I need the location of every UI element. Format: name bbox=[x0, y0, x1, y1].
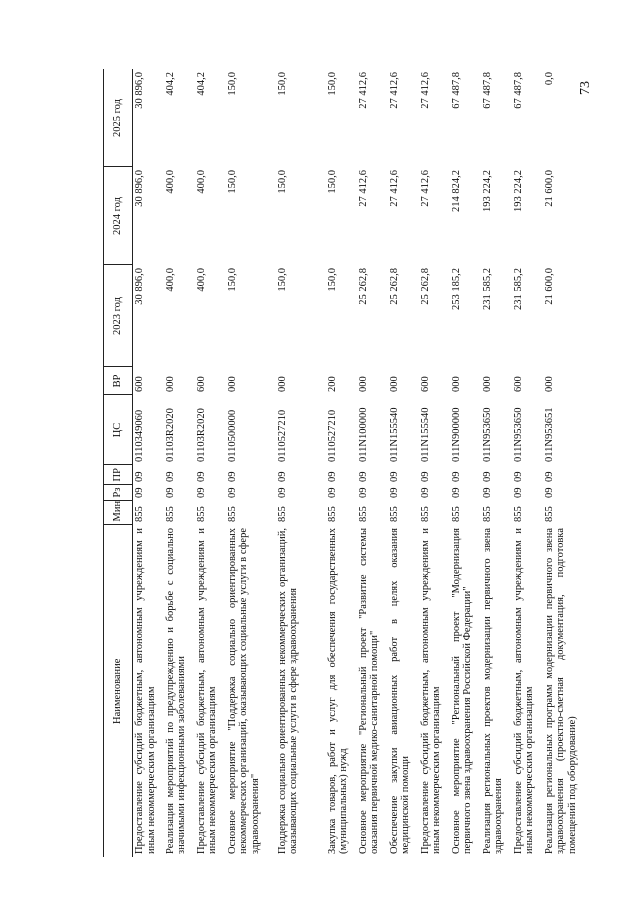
row-name-cell: Основное мероприятие "Поддержка социально ориентированных некоммерческих организаций, оказывающих социальные услуги в сфере здравоохранения" bbox=[226, 528, 261, 854]
row-vr-cell: 000 bbox=[276, 376, 288, 392]
row-cs-cell: 011N953650 bbox=[481, 407, 493, 462]
row-pr-cell: 09 bbox=[388, 471, 400, 482]
table-row bbox=[481, 69, 512, 857]
row-name-cell: Предоставление субсидий бюджетным, автономным учреждениям и иным некоммерческим организациям bbox=[195, 528, 219, 854]
rotated-table-container bbox=[103, 69, 588, 857]
row-2024-cell: 27 412,6 bbox=[419, 170, 431, 207]
row-cs-cell: 011N953650 bbox=[512, 407, 524, 462]
row-vr-cell: 000 bbox=[226, 376, 238, 392]
row-rz-cell: 09 bbox=[543, 487, 555, 498]
row-pr-cell: 09 bbox=[419, 471, 431, 482]
row-min-cell: 855 bbox=[481, 506, 493, 522]
table-row bbox=[450, 69, 481, 857]
row-min-cell: 855 bbox=[195, 506, 207, 522]
row-min-cell: 855 bbox=[512, 506, 524, 522]
table-row bbox=[164, 69, 195, 857]
row-2025-cell: 0,0 bbox=[543, 72, 555, 86]
row-min-cell: 855 bbox=[450, 506, 462, 522]
row-min-cell: 855 bbox=[357, 506, 369, 522]
row-rz-cell: 09 bbox=[276, 487, 288, 498]
row-2025-cell: 150,0 bbox=[326, 72, 338, 96]
row-pr-cell: 09 bbox=[195, 471, 207, 482]
table-row bbox=[357, 69, 388, 857]
row-name-cell: Закупка товаров, работ и услуг для обеспечения государственных (муниципальных) нужд bbox=[326, 528, 350, 854]
row-cs-cell: 011N155540 bbox=[388, 407, 400, 462]
row-2024-cell: 193 224,2 bbox=[481, 170, 493, 212]
row-rz-cell: 09 bbox=[388, 487, 400, 498]
header-min: Мин bbox=[104, 501, 133, 525]
row-min-cell: 855 bbox=[388, 506, 400, 522]
row-vr-cell: 600 bbox=[512, 376, 524, 392]
row-vr-cell: 000 bbox=[388, 376, 400, 392]
row-name-cell: Предоставление субсидий бюджетным, автономным учреждениям и иным некоммерческим организациям bbox=[419, 528, 443, 854]
header-2025: 2025 год bbox=[104, 69, 133, 167]
row-name-cell: Основное мероприятие "Региональный проект "Развитие системы оказания первичной медико-санитарной помощи" bbox=[357, 528, 381, 854]
row-name-cell: Предоставление субсидий бюджетным, автономным учреждениям и иным некоммерческим организациям bbox=[512, 528, 536, 854]
row-rz-cell: 09 bbox=[419, 487, 431, 498]
row-2025-cell: 67 487,8 bbox=[481, 72, 493, 109]
budget-table bbox=[103, 69, 588, 857]
row-cs-cell: 01103R2020 bbox=[195, 408, 207, 462]
row-name-cell: Реализация региональных программ модернизации первичного звена здравоохранения (проектно-сметная документация, подготовка помещений под оборудование) bbox=[543, 528, 578, 854]
header-2023: 2023 год bbox=[104, 265, 133, 367]
row-pr-cell: 09 bbox=[357, 471, 369, 482]
row-vr-cell: 000 bbox=[481, 376, 493, 392]
row-rz-cell: 09 bbox=[195, 487, 207, 498]
header-rz: Рз bbox=[104, 485, 133, 501]
row-2023-cell: 30 896,0 bbox=[134, 268, 145, 305]
row-rz-cell: 09 bbox=[134, 487, 145, 498]
row-pr-cell: 09 bbox=[512, 471, 524, 482]
row-2025-cell: 150,0 bbox=[276, 72, 288, 96]
row-2024-cell: 150,0 bbox=[276, 170, 288, 194]
row-2024-cell: 150,0 bbox=[326, 170, 338, 194]
row-2025-cell: 404,2 bbox=[164, 72, 176, 96]
row-vr-cell: 600 bbox=[134, 376, 145, 392]
row-cs-cell: 0110527210 bbox=[276, 409, 288, 462]
row-vr-cell: 000 bbox=[450, 376, 462, 392]
row-cs-cell: 0110527210 bbox=[326, 409, 338, 462]
row-pr-cell: 09 bbox=[326, 471, 338, 482]
row-2023-cell: 231 585,2 bbox=[481, 268, 493, 310]
row-name-cell: Реализация мероприятий по предупреждению и борьбе с социально значимыми инфекционными заболеваниями bbox=[164, 528, 188, 854]
row-vr-cell: 000 bbox=[164, 376, 176, 392]
row-rz-cell: 09 bbox=[450, 487, 462, 498]
row-2024-cell: 214 824,2 bbox=[450, 170, 462, 212]
row-2024-cell: 400,0 bbox=[195, 170, 207, 194]
row-2023-cell: 25 262,8 bbox=[419, 268, 431, 305]
row-vr-cell: 000 bbox=[357, 376, 369, 392]
row-2023-cell: 150,0 bbox=[326, 268, 338, 292]
row-rz-cell: 09 bbox=[226, 487, 238, 498]
row-2025-cell: 404,2 bbox=[195, 72, 207, 96]
row-min-cell: 855 bbox=[543, 506, 555, 522]
row-2025-cell: 67 487,8 bbox=[450, 72, 462, 109]
row-cs-cell: 011N953651 bbox=[543, 407, 555, 462]
table-row bbox=[276, 69, 326, 857]
row-pr-cell: 09 bbox=[276, 471, 288, 482]
row-2024-cell: 27 412,6 bbox=[388, 170, 400, 207]
page-number: 73 bbox=[578, 81, 593, 95]
table-row bbox=[195, 69, 226, 857]
row-rz-cell: 09 bbox=[481, 487, 493, 498]
row-pr-cell: 09 bbox=[134, 471, 145, 482]
row-name-cell: Обеспечение закупки авиационных работ в целях оказания медицинской помощи bbox=[388, 528, 412, 854]
row-2024-cell: 150,0 bbox=[226, 170, 238, 194]
document-table-area bbox=[103, 69, 588, 857]
table-row bbox=[226, 69, 276, 857]
row-vr-cell: 000 bbox=[543, 376, 555, 392]
header-vr: ВР bbox=[104, 367, 133, 395]
row-cs-cell: 01103R2020 bbox=[164, 408, 176, 462]
row-name-cell: Реализация региональных проектов модернизации первичного звена здравоохранения bbox=[481, 528, 505, 854]
table-row bbox=[512, 69, 543, 857]
row-2024-cell: 400,0 bbox=[164, 170, 176, 194]
row-2023-cell: 400,0 bbox=[164, 268, 176, 292]
row-name-cell: Предоставление субсидий бюджетным, автономным учреждениям и иным некоммерческим организациям bbox=[134, 528, 157, 854]
row-2025-cell: 30 896,0 bbox=[134, 72, 145, 109]
table-body bbox=[133, 69, 589, 857]
row-cs-cell: 011N155540 bbox=[419, 407, 431, 462]
row-rz-cell: 09 bbox=[164, 487, 176, 498]
row-2024-cell: 30 896,0 bbox=[134, 170, 145, 207]
row-vr-cell: 200 bbox=[326, 376, 338, 392]
row-2024-cell: 27 412,6 bbox=[357, 170, 369, 207]
row-rz-cell: 09 bbox=[326, 487, 338, 498]
table-row bbox=[419, 69, 450, 857]
row-pr-cell: 09 bbox=[450, 471, 462, 482]
row-cs-cell: 011N100000 bbox=[357, 407, 369, 462]
header-cs: ЦС bbox=[104, 395, 133, 465]
row-pr-cell: 09 bbox=[164, 471, 176, 482]
row-min-cell: 855 bbox=[326, 506, 338, 522]
table-header-row bbox=[104, 69, 133, 857]
row-2023-cell: 25 262,8 bbox=[388, 268, 400, 305]
row-pr-cell: 09 bbox=[481, 471, 493, 482]
row-2023-cell: 400,0 bbox=[195, 268, 207, 292]
row-2023-cell: 253 185,2 bbox=[450, 268, 462, 310]
row-2023-cell: 150,0 bbox=[226, 268, 238, 292]
row-2023-cell: 150,0 bbox=[276, 268, 288, 292]
table-row bbox=[543, 69, 589, 857]
row-2023-cell: 25 262,8 bbox=[357, 268, 369, 305]
row-min-cell: 855 bbox=[276, 506, 288, 522]
row-2025-cell: 27 412,6 bbox=[388, 72, 400, 109]
row-min-cell: 855 bbox=[419, 506, 431, 522]
header-name: Наименование bbox=[104, 525, 133, 857]
row-name-cell: Основное мероприятие "Региональный проект "Модернизация первичного звена здравоохранения Российской Федерации" bbox=[450, 528, 474, 854]
row-min-cell: 855 bbox=[226, 506, 238, 522]
row-rz-cell: 09 bbox=[357, 487, 369, 498]
table-row bbox=[326, 69, 357, 857]
row-rz-cell: 09 bbox=[512, 487, 524, 498]
row-2025-cell: 150,0 bbox=[226, 72, 238, 96]
row-min-cell: 855 bbox=[134, 506, 145, 522]
header-2024: 2024 год bbox=[104, 167, 133, 265]
row-2023-cell: 21 600,0 bbox=[543, 268, 555, 305]
row-pr-cell: 09 bbox=[226, 471, 238, 482]
row-2025-cell: 27 412,6 bbox=[419, 72, 431, 109]
row-min-cell: 855 bbox=[164, 506, 176, 522]
row-cs-cell: 0110349060 bbox=[134, 409, 145, 462]
row-cs-cell: 011N900000 bbox=[450, 407, 462, 462]
row-2023-cell: 231 585,2 bbox=[512, 268, 524, 310]
row-2025-cell: 27 412,6 bbox=[357, 72, 369, 109]
row-name-cell: Поддержка социально ориентированных некоммерческих организаций, оказывающих социальные услуги в сфере здравоохранения bbox=[276, 528, 300, 854]
row-2024-cell: 193 224,2 bbox=[512, 170, 524, 212]
header-pr: ПР bbox=[104, 465, 133, 485]
row-2025-cell: 67 487,8 bbox=[512, 72, 524, 109]
row-2024-cell: 21 600,0 bbox=[543, 170, 555, 207]
table-row bbox=[133, 69, 164, 857]
row-vr-cell: 600 bbox=[195, 376, 207, 392]
row-pr-cell: 09 bbox=[543, 471, 555, 482]
row-vr-cell: 600 bbox=[419, 376, 431, 392]
row-cs-cell: 0110500000 bbox=[226, 409, 238, 462]
table-row bbox=[388, 69, 419, 857]
